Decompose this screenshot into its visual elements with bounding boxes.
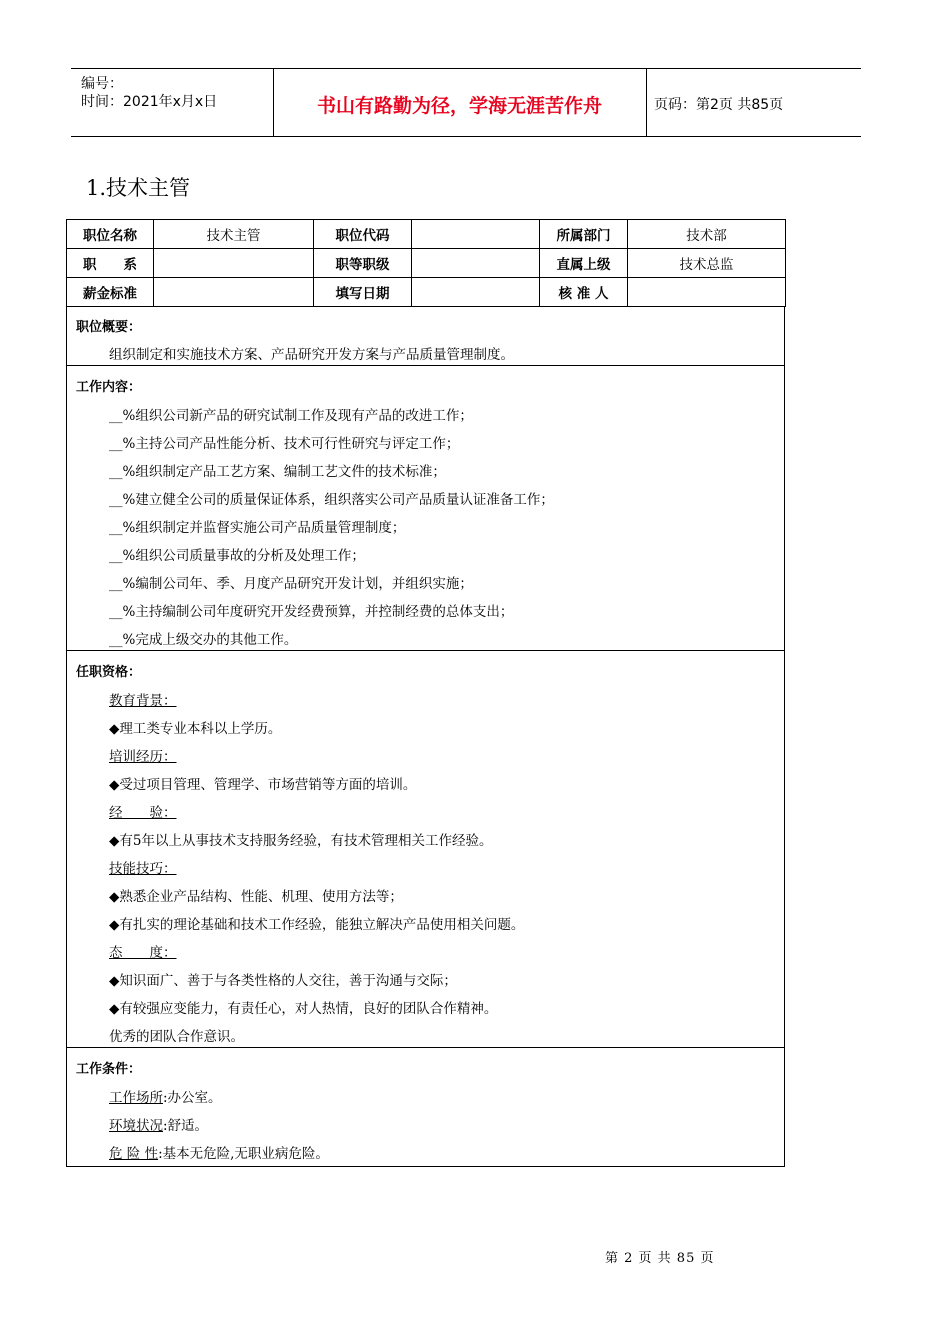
list-item: __%完成上级交办的其他工作。: [109, 632, 298, 648]
education-subheading: 教育背景：: [109, 693, 177, 709]
job-family-label: 职 系: [67, 249, 154, 278]
overview-text: 组织制定和实施技术方案、产品研究开发方案与产品质量管理制度。: [109, 347, 514, 363]
qualification-section: [66, 651, 785, 1048]
condition-item: [109, 1142, 329, 1162]
condition-value: :基本无危险,无职业病危险。: [158, 1146, 329, 1162]
department-label: 所属部门: [540, 220, 628, 249]
condition-label: 危 险 性: [109, 1146, 159, 1162]
header-middle-cell: [273, 69, 647, 136]
list-item: ◆受过项目管理、管理学、市场营销等方面的培训。: [109, 777, 417, 793]
approver-label: 核 准 人: [540, 278, 628, 307]
condition-value: :舒适。: [163, 1118, 209, 1134]
job-family-value: [154, 249, 314, 278]
section-title: 1.技术主管: [86, 176, 191, 200]
table-row: [67, 220, 786, 249]
approver-value: [628, 278, 786, 307]
condition-item: [109, 1086, 222, 1106]
list-item: __%组织公司新产品的研究试制工作及现有产品的改进工作；: [109, 408, 473, 424]
department-value: 技术部: [628, 220, 786, 249]
supervisor-value: 技术总监: [628, 249, 786, 278]
list-item: ◆理工类专业本科以上学历。: [109, 721, 282, 737]
position-info-table: [66, 219, 786, 307]
position-code-value: [412, 220, 540, 249]
document-time-label: 时间：2021年x月x日: [81, 94, 218, 110]
work-content-section: [66, 366, 785, 651]
salary-value: [154, 278, 314, 307]
list-item: ◆熟悉企业产品结构、性能、机理、使用方法等；: [109, 889, 403, 905]
position-code-label: 职位代码: [314, 220, 412, 249]
position-name-value: 技术主管: [154, 220, 314, 249]
list-item: ◆有5年以上从事技术支持服务经验，有技术管理相关工作经验。: [109, 833, 493, 849]
list-item: __%建立健全公司的质量保证体系，组织落实公司产品质量认证准备工作；: [109, 492, 554, 508]
list-item: __%主持编制公司年度研究开发经费预算，并控制经费的总体支出；: [109, 604, 514, 620]
overview-heading: 职位概要：: [76, 320, 142, 335]
header-page-info: 页码：第2页 共85页: [654, 97, 784, 113]
header-right-cell: [646, 69, 861, 136]
condition-label: 环境状况: [109, 1118, 163, 1134]
list-item: __%组织制定并监督实施公司产品质量管理制度；: [109, 520, 406, 536]
list-item: ◆有较强应变能力，有责任心，对人热情，良好的团队合作精神。: [109, 1001, 498, 1017]
experience-subheading: 经 验：: [109, 805, 177, 821]
table-row: [67, 249, 786, 278]
page-footer: 第 2 页 共 85 页: [605, 1251, 715, 1266]
work-conditions-section: [66, 1048, 785, 1167]
page-header: [71, 68, 861, 137]
qualification-heading: 任职资格：: [76, 665, 142, 680]
skills-subheading: 技能技巧：: [109, 861, 177, 877]
list-item: __%主持公司产品性能分析、技术可行性研究与评定工作；: [109, 436, 460, 452]
salary-label: 薪金标准: [67, 278, 154, 307]
condition-value: :办公室。: [163, 1090, 222, 1106]
document-number-label: 编号：: [81, 76, 123, 92]
header-motto: 书山有路勤为径，学海无涯苦作舟: [316, 95, 602, 117]
attitude-subheading: 态 度：: [109, 945, 177, 961]
position-name-label: 职位名称: [67, 220, 154, 249]
list-item: 优秀的团队合作意识。: [109, 1029, 244, 1045]
list-item: ◆知识面广、善于与各类性格的人交往，善于沟通与交际；: [109, 973, 457, 989]
fill-date-value: [412, 278, 540, 307]
list-item: ◆有扎实的理论基础和技术工作经验，能独立解决产品使用相关问题。: [109, 917, 525, 933]
grade-value: [412, 249, 540, 278]
header-left-cell: [71, 69, 274, 136]
condition-item: [109, 1114, 208, 1134]
table-row: [67, 278, 786, 307]
grade-label: 职等职级: [314, 249, 412, 278]
list-item: __%组织制定产品工艺方案、编制工艺文件的技术标准；: [109, 464, 446, 480]
training-subheading: 培训经历：: [109, 749, 177, 765]
work-conditions-heading: 工作条件：: [76, 1062, 142, 1077]
supervisor-label: 直属上级: [540, 249, 628, 278]
work-content-heading: 工作内容：: [76, 380, 142, 395]
overview-section: [66, 306, 785, 366]
condition-label: 工作场所: [109, 1090, 163, 1106]
list-item: __%组织公司质量事故的分析及处理工作；: [109, 548, 365, 564]
fill-date-label: 填写日期: [314, 278, 412, 307]
list-item: __%编制公司年、季、月度产品研究开发计划，并组织实施；: [109, 576, 473, 592]
